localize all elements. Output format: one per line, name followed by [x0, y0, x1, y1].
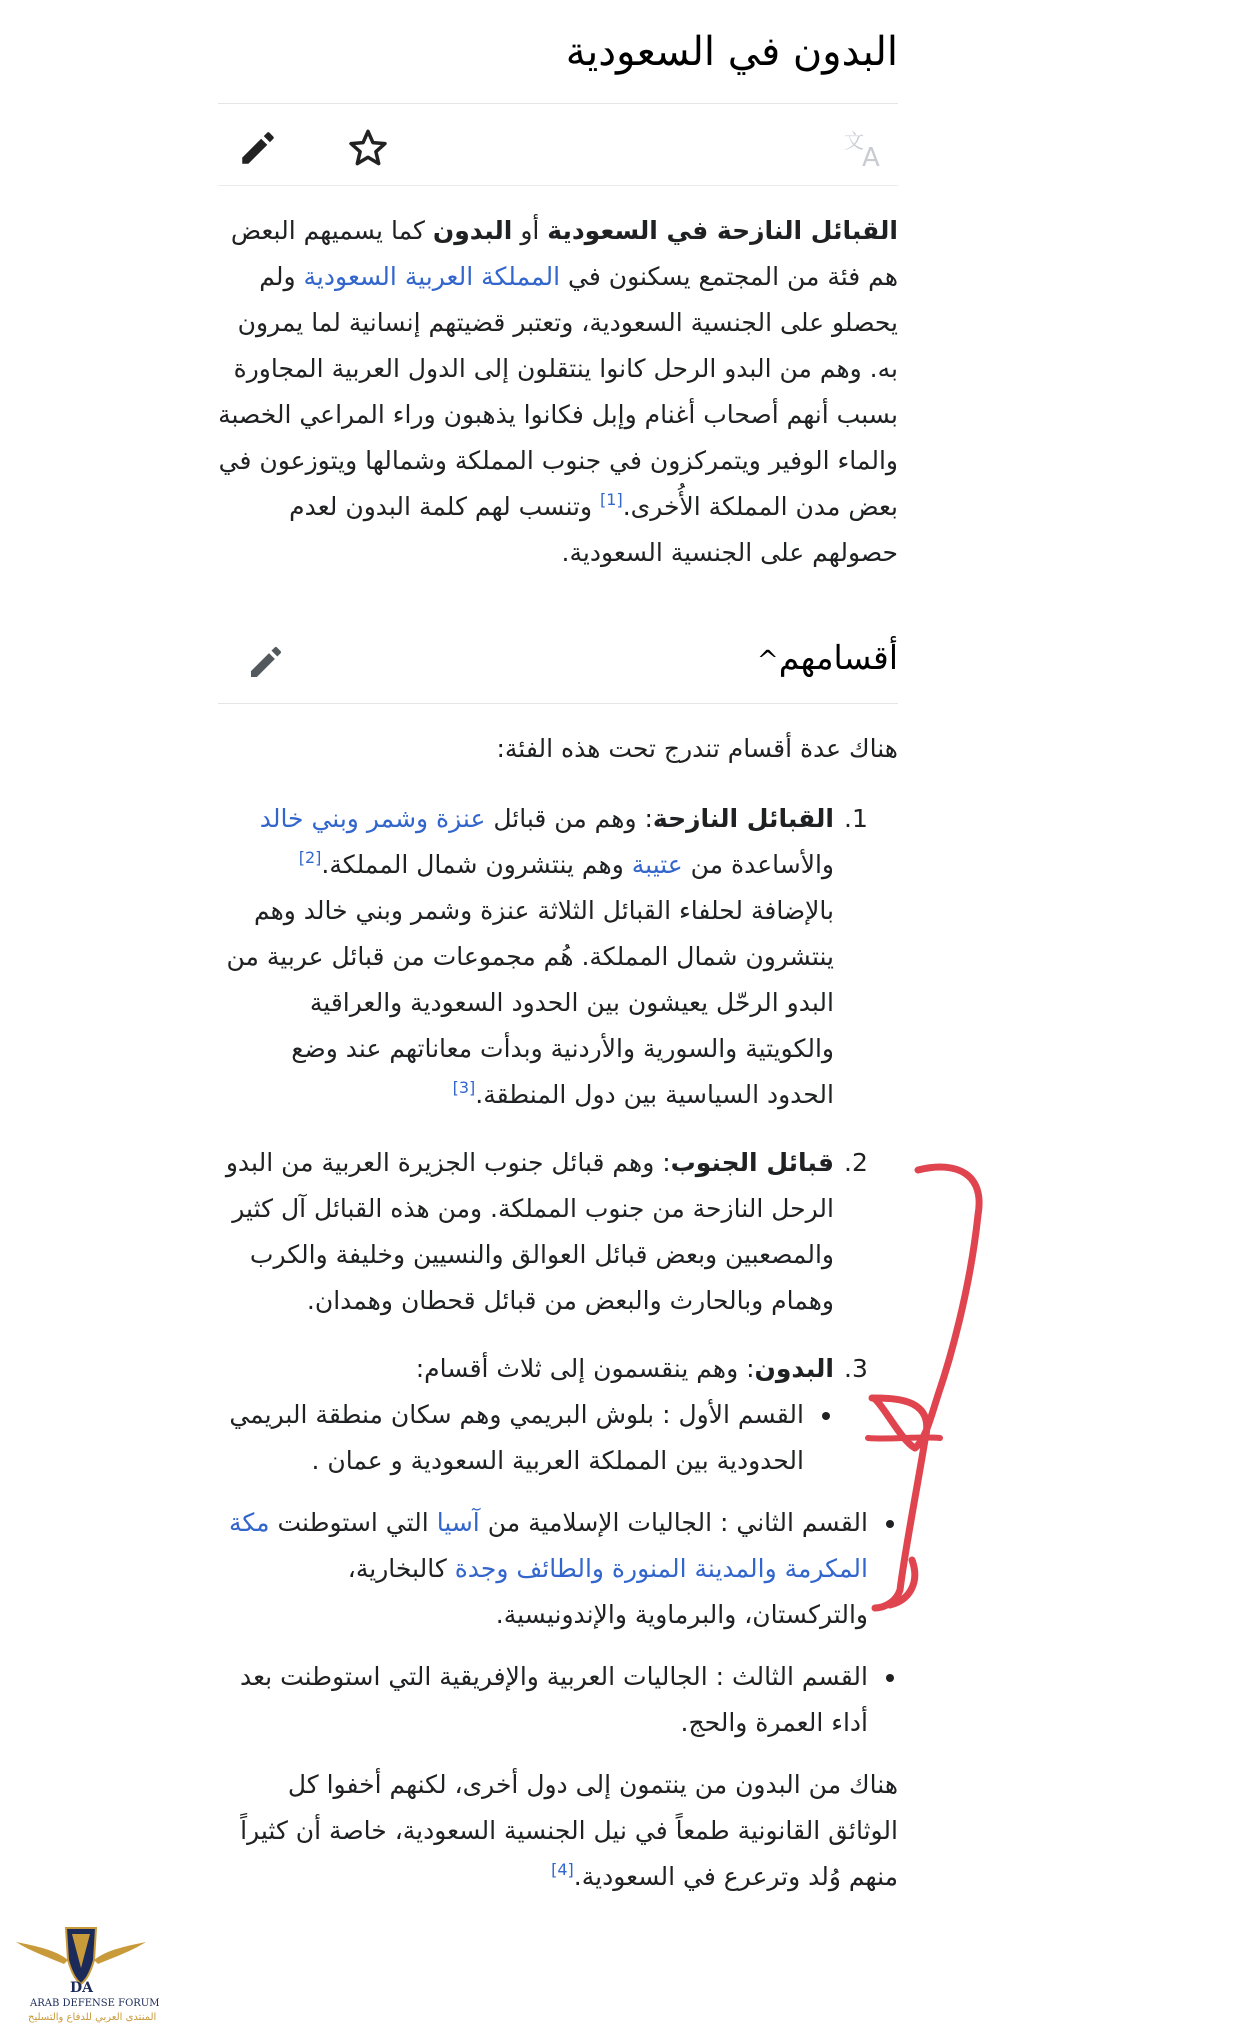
sub-list-text: القسم الثالث : الجاليات العربية والإفريقية التي استوطنت بعد أداء العمرة والحج.: [240, 1662, 868, 1737]
sub-list-text: القسم الأول : بلوش البريمي وهم سكان منطقة البريمي الحدودية بين المملكة العربية السعودية و عمان .: [229, 1400, 804, 1475]
link-saudi-arabia[interactable]: المملكة العربية السعودية: [303, 262, 561, 291]
section-title-text: أقسامهم: [778, 638, 898, 677]
list-item-label: القبائل النازحة: [652, 804, 834, 833]
closing-paragraph: [218, 1762, 898, 1900]
svg-text:A: A: [862, 143, 880, 168]
watermark-logo: [6, 1920, 160, 2030]
watch-button[interactable]: [344, 124, 392, 172]
chevron-up-icon[interactable]: ^: [756, 646, 779, 676]
language-button[interactable]: [842, 124, 890, 172]
sub-list-text: التي استوطنت: [269, 1508, 437, 1537]
lead-text: ولم يحصلو على الجنسية السعودية، وتعتبر قضيتهم إنسانية لما يمرون به. وهم من البدو الرحل كانوا ينتقلون إلى الدول العربية المجاورة بسبب أنهم أصحاب أغنام وإبل فكانوا يذهبون وراء المراعي الخصبة والماء الوفير ويتمركزون في جنوب المملكة وشمالها ويتوزعون في بعض مدن المملكة الأُخرى.: [218, 262, 898, 521]
link-otaibah[interactable]: عتيبة: [631, 850, 683, 879]
edit-page-button[interactable]: [234, 124, 282, 172]
lead-paragraph: [218, 208, 898, 576]
link-asia[interactable]: آسيا: [436, 1508, 480, 1537]
bullet: [886, 1674, 894, 1682]
pencil-icon: [246, 642, 286, 682]
lead-bold-term: البدون: [432, 216, 513, 245]
bullet: [886, 1520, 894, 1528]
list-item-text: : وهم من قبائل: [485, 804, 653, 833]
list-item-text: : وهم قبائل جنوب الجزيرة العربية من البدو الرحل النازحة من جنوب المملكة. ومن هذه القبائل آل كثير والمصعبين وبعض قبائل العوالق والنسيين وخليفة والكرب وهمام وبالحارث والبعض من قبائل قحطان وهمدان.: [225, 1148, 834, 1315]
list-item: [218, 796, 868, 1118]
link-anazah-shammar[interactable]: عنزة وشمر وبني خالد: [259, 804, 486, 833]
sub-list-continued: [218, 1500, 898, 1746]
lead-text: كما يسميهم البعض هم فئة من المجتمع يسكنون في: [230, 216, 898, 291]
page-actions-toolbar: [218, 104, 898, 186]
lead-text: وتنسب لهم كلمة البدون لعدم حصولهم على الجنسية السعودية.: [289, 492, 898, 567]
list-item-text: والأساعدة من: [682, 850, 834, 879]
page-title: البدون في السعودية: [218, 0, 898, 104]
edit-section-button[interactable]: [246, 642, 286, 682]
sub-list-text: القسم الثاني : الجاليات الإسلامية من: [479, 1508, 868, 1537]
pencil-icon: [237, 127, 279, 169]
list-number: .3: [844, 1354, 868, 1383]
list-item-label: قبائل الجنوب: [670, 1148, 834, 1177]
list-item: [218, 1346, 868, 1484]
watermark-english: ARAB DEFENSE FORUM: [30, 1998, 160, 2009]
list-item-text: : وهم ينقسمون إلى ثلاث أقسام:: [415, 1354, 755, 1383]
watermark-arabic: المنتدى العربي للدفاع والتسليح: [28, 2012, 157, 2023]
reference-link[interactable]: [3]: [452, 1078, 476, 1097]
section-intro: هناك عدة أقسام تندرج تحت هذه الفئة:: [496, 734, 898, 763]
list-number: .2: [844, 1148, 868, 1177]
bullet: [822, 1412, 830, 1420]
watermark-abbr: DA: [70, 1980, 94, 1996]
list-item-text: بالإضافة لحلفاء القبائل الثلاثة عنزة وشمر وبني خالد وهم ينتشرون شمال المملكة. هُم مجموعات من قبائل عربية من البدو الرحّل يعيشون بين الحدود السعودية والعراقية والكويتية والسورية والأردنية وبدأت معاناتهم عند وضع الحدود السياسية بين دول المنطقة.: [226, 896, 834, 1109]
section-title[interactable]: [741, 638, 898, 677]
sub-list-item: [218, 1500, 868, 1638]
sub-list-item: [218, 1392, 804, 1484]
translate-icon: [844, 128, 888, 168]
reference-link[interactable]: [1]: [600, 490, 623, 509]
lead-text: أو: [512, 216, 548, 245]
svg-text:文: 文: [844, 129, 864, 153]
link-holy-cities[interactable]: مكة المكرمة والمدينة المنورة والطائف وجدة: [228, 1508, 868, 1583]
reference-link[interactable]: [4]: [551, 1860, 574, 1879]
divisions-list: [218, 796, 898, 1484]
list-number: .1: [844, 804, 868, 833]
list-item-text: وهم ينتشرون شمال المملكة.: [321, 850, 632, 879]
sub-list-text: كالبخارية، والتركستان، والبرماوية والإندونيسية.: [347, 1554, 868, 1629]
list-item: [218, 1140, 868, 1324]
list-item-label: البدون: [754, 1354, 834, 1383]
sub-list: [218, 1392, 834, 1484]
star-icon: [347, 127, 389, 169]
lead-bold-term: القبائل النازحة في السعودية: [547, 216, 898, 245]
closing-text: هناك من البدون من ينتمون إلى دول أخرى، لكنهم أخفوا كل الوثائق القانونية طمعاً في نيل الجنسية السعودية، خاصة أن كثيراً منهم وُلد وترعرع في السعودية.: [240, 1770, 898, 1891]
sub-list-item: [218, 1654, 868, 1746]
reference-link[interactable]: [2]: [298, 848, 322, 867]
section-header[interactable]: [218, 628, 898, 704]
article: [218, 0, 898, 1900]
